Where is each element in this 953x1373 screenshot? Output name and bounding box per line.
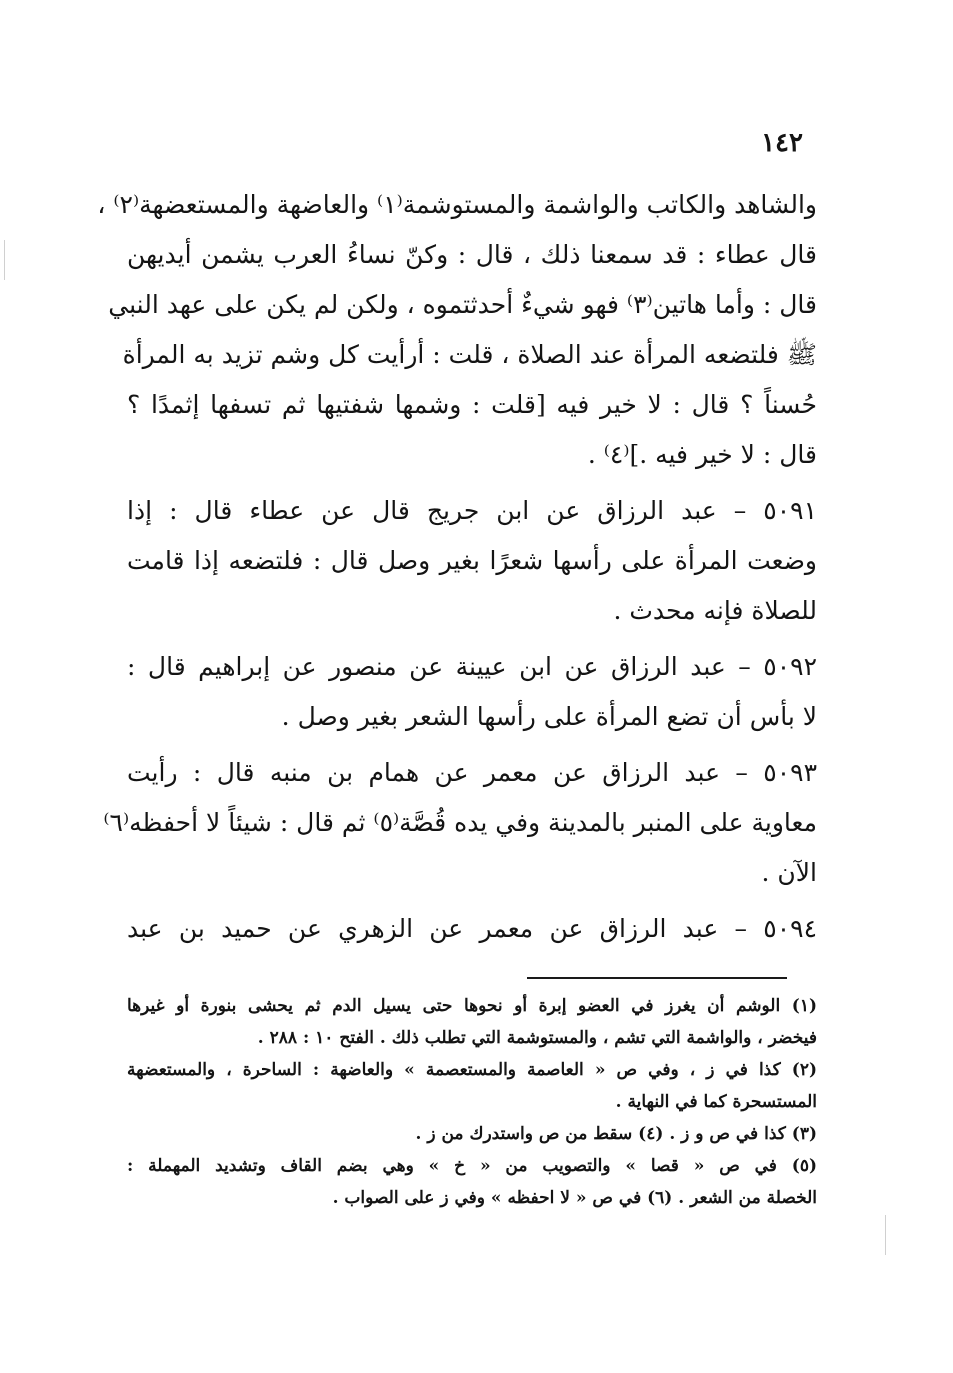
footnote-line: المستسحرة كما في النهاية . [615, 1092, 817, 1112]
footnote-line: (٣) كذا في ص و ز . (٤) سقط من ص واستدرك من ز . [415, 1124, 817, 1144]
text-line: لا بأس أن تضع المرأة على رأسها الشعر بغير وصل . [281, 702, 817, 731]
footnote-line: الخصلة من الشعر . (٦) في ص « لا احفظه » وفي ز على الصواب . [332, 1188, 817, 1208]
text-line: الآن . [761, 858, 817, 887]
main-text [97, 180, 817, 954]
scan-edge-mark [885, 1215, 886, 1255]
text-line: حُسناً ؟ قال : لا خير فيه [قلت : وشمها شفتيها ثم تسفها إثمدًا ؟ [127, 390, 817, 419]
text-line: قال : لا خير فيه .]⁽٤⁾ . [587, 440, 817, 469]
text-line: ٥٠٩٢ – عبد الرزاق عن ابن عيينة عن منصور عن إبراهيم قال : [127, 652, 817, 681]
footnote-line: فيخضر ، والواشمة التي تشم ، والمستوشمة التي تطلب ذلك . الفتح ١٠ : ٢٨٨ . [257, 1028, 817, 1048]
scan-edge-mark [4, 240, 5, 280]
footnote-line: (٢) كذا في ز ، وفي ص « العاصمة والمستعصمة » والعاضهة : الساحرة ، والمستعضهة [127, 1060, 817, 1080]
page-number: ١٤٢ [761, 128, 803, 158]
text-line: قال عطاء : قد سمعنا ذلك ، قال : وكنّ نساءُ العرب يشمن أيديهن [127, 240, 817, 269]
text-line: معاوية على المنبر بالمدينة وفي يده قُصَّة⁽٥⁾ ثم قال : شيئاً لا أحفظه⁽٦⁾ [103, 808, 817, 837]
text-line: ٥٠٩٣ – عبد الرزاق عن معمر عن همام بن منبه قال : رأيت [127, 758, 817, 787]
text-line: ٥٠٩٤ – عبد الرزاق عن معمر عن الزهري عن حميد بن عبد [127, 914, 817, 943]
text-line: قال : وأما هاتين⁽٣⁾ فهو شيءٌ أحدثتموه ، ولكن لم يكن على عهد النبي [108, 290, 817, 319]
text-line: والشاهد والكاتب والواشمة والمستوشمة⁽١⁾ والعاضهة والمستعضهة⁽٢⁾ ، [97, 190, 817, 219]
text-line: وضعت المرأة على رأسها شعرًا بغير وصل قال : فلتضعه إذا قامت [127, 546, 817, 575]
text-line: ٥٠٩١ – عبد الرزاق عن ابن جريج قال عن عطاء قال : إذا [127, 496, 817, 525]
text-line: للصلاة فإنه محدث . [613, 596, 817, 625]
footnote-line: (٥) في ص « قصا » والتصويب من « خ » وهي بضم القاف وتشديد المهملة : [127, 1156, 817, 1176]
footnote-line: (١) الوشم أن يغرز في العضو إبرة أو نحوها حتى يسيل الدم ثم يحشى بنورة أو غيرها [127, 996, 817, 1016]
text-line: ﷺ فلتضعه المرأة عند الصلاة ، قلت : أرأيت كل وشم تزيد به المرأة [122, 340, 817, 369]
footnote-divider [527, 977, 787, 979]
footnotes [127, 990, 817, 1214]
